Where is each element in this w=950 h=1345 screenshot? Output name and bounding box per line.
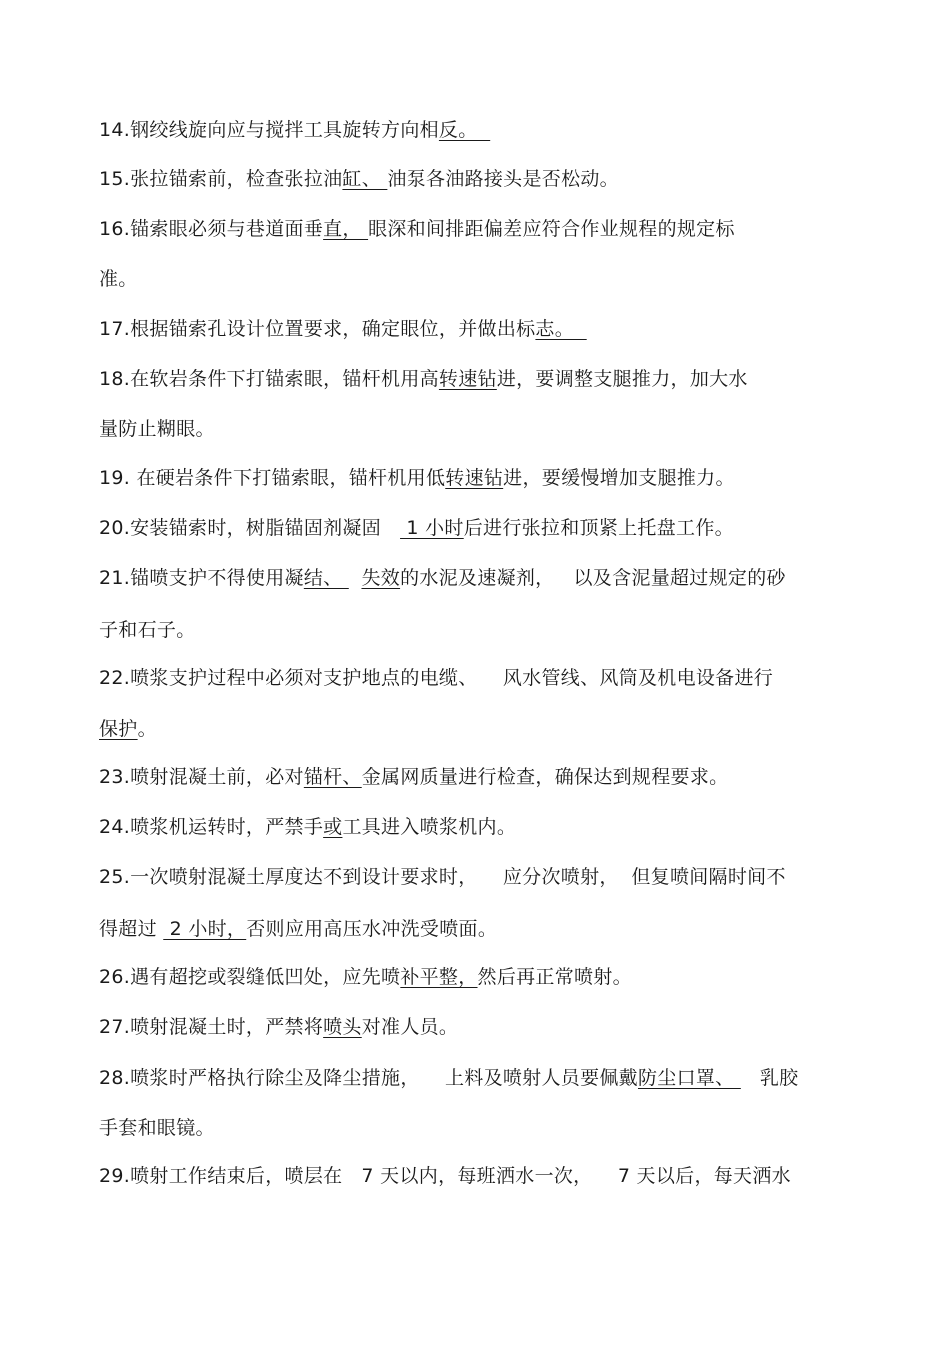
text-segment: 14.钢绞线旋向应与搅拌工具旋转方向相	[99, 119, 439, 141]
text-segment: 量防止糊眼。	[99, 418, 215, 440]
text-line	[99, 814, 859, 840]
text-segment: 15.张拉锚索前，检查张拉油	[99, 168, 343, 190]
text-segment: 29.喷射工作结束后，喷层在 7 天以内，每班洒水一次， 7 天以后，每天洒水	[99, 1165, 791, 1187]
text-line	[99, 166, 859, 192]
underlined-answer: 防尘口罩、	[637, 1067, 741, 1089]
text-segment: 19. 在硬岩条件下打锚索眼，锚杆机用低	[99, 467, 446, 489]
underlined-answer: 或	[323, 816, 343, 838]
underlined-answer: 反。	[438, 119, 491, 141]
text-line	[99, 1065, 859, 1091]
text-segment: 26.遇有超挖或裂缝低凹处，应先喷	[99, 966, 401, 988]
text-segment	[349, 567, 362, 589]
text-segment: 金属网质量进行检查，确保达到规程要求。	[361, 766, 729, 788]
text-line	[99, 864, 859, 890]
text-line	[99, 665, 859, 691]
underlined-answer: 喷头	[323, 1016, 362, 1038]
text-segment: 23.喷射混凝土前，必对	[99, 766, 304, 788]
text-line	[99, 515, 859, 541]
underlined-answer: 2 小时，	[163, 918, 247, 940]
text-line	[99, 964, 859, 990]
text-segment: 乳胶	[740, 1067, 799, 1089]
text-segment: 手套和眼镜。	[99, 1117, 215, 1139]
underlined-answer: 志。	[535, 318, 587, 340]
text-segment: 进，要调整支腿推力，加大水	[496, 368, 748, 390]
text-segment: 的水泥及速凝剂， 以及含泥量超过规定的砂	[400, 567, 786, 589]
text-segment: 子和石子。	[99, 619, 196, 641]
text-segment: 工具进入喷浆机内。	[342, 816, 517, 838]
text-line	[99, 117, 859, 143]
text-line	[99, 764, 859, 790]
text-line	[99, 266, 859, 292]
text-segment: 17.根据锚索孔设计位置要求，确定眼位，并做出标	[99, 318, 536, 340]
underlined-answer: 1 小时	[400, 517, 464, 539]
text-segment: 得超过	[99, 918, 164, 940]
text-segment: 28.喷浆时严格执行除尘及降尘措施， 上料及喷射人员要佩戴	[99, 1067, 638, 1089]
text-line	[99, 1014, 859, 1040]
text-line	[99, 465, 859, 491]
underlined-answer: 转速钻	[438, 368, 497, 390]
text-line	[99, 216, 859, 242]
underlined-answer: 直，	[323, 218, 369, 240]
text-line	[99, 565, 859, 591]
text-segment: 22.喷浆支护过程中必须对支护地点的电缆、 风水管线、风筒及机电设备进行	[99, 667, 774, 689]
text-line	[99, 1115, 859, 1141]
text-segment: 准。	[99, 268, 138, 290]
text-segment: 。	[137, 718, 157, 740]
underlined-answer: 补平整，	[400, 966, 478, 988]
text-line	[99, 617, 859, 643]
underlined-answer: 缸、	[342, 168, 388, 190]
underlined-answer: 失效	[361, 567, 401, 589]
text-segment: 后进行张拉和顶紧上托盘工作。	[463, 517, 734, 539]
text-segment: 否则应用高压水冲洗受喷面。	[246, 918, 498, 940]
text-segment: 20.安装锚索时，树脂锚固剂凝固	[99, 517, 401, 539]
text-line	[99, 316, 859, 342]
text-line	[99, 366, 859, 392]
underlined-answer: 锚杆、	[303, 766, 362, 788]
text-segment: 然后再正常喷射。	[477, 966, 632, 988]
underlined-answer: 转速钻	[445, 467, 504, 489]
text-segment: 18.在软岩条件下打锚索眼，锚杆机用高	[99, 368, 439, 390]
text-segment: 16.锚索眼必须与巷道面垂	[99, 218, 324, 240]
text-segment: 眼深和间排距偏差应符合作业规程的规定标	[368, 218, 735, 240]
text-segment: 25.一次喷射混凝土厚度达不到设计要求时， 应分次喷射， 但复喷间隔时间不	[99, 866, 786, 888]
underlined-answer: 结、	[303, 567, 349, 589]
text-line	[99, 716, 859, 742]
underlined-answer: 保护	[99, 718, 138, 740]
text-line	[99, 416, 859, 442]
text-line	[99, 1163, 859, 1189]
text-segment: 对准人员。	[361, 1016, 459, 1038]
text-segment: 进，要缓慢增加支腿推力。	[503, 467, 735, 489]
text-line	[99, 916, 859, 942]
text-segment: 21.锚喷支护不得使用凝	[99, 567, 304, 589]
text-segment: 油泵各油路接头是否松动。	[387, 168, 619, 190]
text-segment: 24.喷浆机运转时，严禁手	[99, 816, 324, 838]
text-segment: 27.喷射混凝土时，严禁将	[99, 1016, 324, 1038]
